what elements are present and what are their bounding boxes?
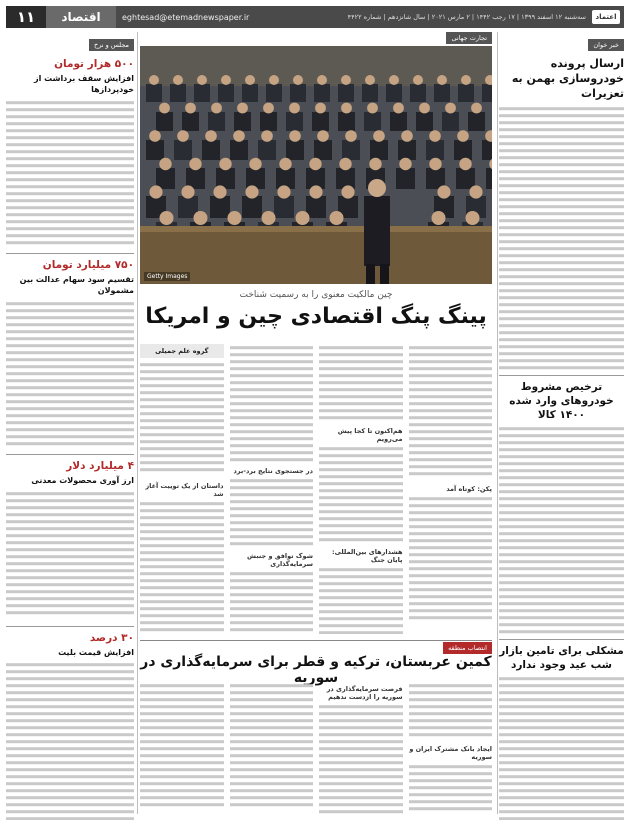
crowd-head bbox=[341, 75, 351, 85]
crowd-head bbox=[197, 75, 207, 85]
crowd-figure bbox=[362, 84, 378, 102]
article-kicker: چین مالکیت معنوی را به رسمیت شناخت bbox=[239, 290, 393, 300]
column-divider bbox=[137, 32, 138, 814]
crowd-head bbox=[233, 130, 245, 142]
article-subhead: فرصت سرمایه‌گذاری در سوریه را ازدست ندهیم bbox=[326, 685, 403, 701]
left-column bbox=[6, 32, 134, 814]
crowd-head bbox=[367, 103, 378, 114]
section-tag: تجارت جهانی bbox=[446, 32, 492, 44]
story-headline: ۷۵۰ میلیارد تومان bbox=[42, 258, 134, 271]
center-column bbox=[140, 32, 492, 814]
story-subheadline: افزایش قیمت بلیت bbox=[58, 647, 134, 657]
story-body bbox=[6, 661, 134, 820]
story-headline: ۴ میلیارد دلار bbox=[66, 459, 134, 472]
crowd-figure bbox=[146, 84, 162, 102]
crowd-head bbox=[341, 103, 352, 114]
crowd-head bbox=[393, 103, 404, 114]
story-headline: ۳۰ درصد bbox=[89, 631, 134, 644]
article-column bbox=[319, 344, 403, 634]
crowd-figure bbox=[442, 112, 459, 131]
crowd-figure bbox=[396, 168, 415, 189]
crowd-head bbox=[249, 158, 261, 170]
page-number: ۱۱ bbox=[6, 6, 46, 28]
crowd-head bbox=[461, 75, 471, 85]
crowd-figure bbox=[314, 140, 332, 160]
crowd-figure bbox=[482, 84, 492, 102]
crowd-head bbox=[177, 130, 189, 142]
crowd-head bbox=[419, 103, 430, 114]
bottom-headline: کمین عربستان، ترکیه و قطر برای سرمایه‌گذاری در سوریه bbox=[140, 654, 492, 686]
crowd-head bbox=[459, 158, 471, 170]
crowd-head bbox=[289, 103, 300, 114]
bottom-article bbox=[140, 640, 492, 814]
crowd-head bbox=[221, 75, 231, 85]
crowd-head bbox=[437, 75, 447, 85]
story-body bbox=[6, 300, 134, 450]
crowd-figure bbox=[338, 112, 355, 131]
crowd-figure bbox=[468, 112, 485, 131]
crowd-figure bbox=[370, 140, 388, 160]
byline: گروه علم جمیلی bbox=[140, 344, 224, 358]
story-headline: ارسال پرونده خودروسازی بهمن به تعزیرات bbox=[511, 57, 624, 100]
story-body bbox=[499, 105, 624, 371]
crowd-figure bbox=[386, 84, 402, 102]
crowd-head bbox=[245, 185, 258, 198]
crowd-head bbox=[279, 158, 291, 170]
article-column bbox=[319, 682, 403, 814]
crowd-figure bbox=[194, 84, 210, 102]
crowd-head bbox=[317, 75, 327, 85]
crowd-figure bbox=[364, 112, 381, 131]
crowd-head bbox=[296, 211, 310, 225]
crowd-head bbox=[219, 158, 231, 170]
column-divider bbox=[497, 32, 498, 814]
crowd-figure bbox=[218, 84, 234, 102]
crowd-figure bbox=[426, 140, 444, 160]
crowd-figure bbox=[336, 168, 355, 189]
right-column bbox=[499, 32, 624, 814]
story-headline: ۵۰۰ هزار تومان bbox=[54, 58, 134, 70]
photo-credit: Getty Images bbox=[144, 272, 190, 281]
article-column bbox=[140, 682, 224, 814]
article-column bbox=[230, 344, 314, 634]
crowd-head bbox=[269, 75, 279, 85]
crowd-head bbox=[429, 130, 441, 142]
crowd-figure bbox=[456, 168, 475, 189]
article-column bbox=[409, 682, 493, 814]
story-body bbox=[6, 490, 134, 622]
crowd-head bbox=[437, 185, 450, 198]
story-subheadline: ارز آوری محصولات معدنی bbox=[31, 475, 134, 485]
section-tag: مجلس و نرخ bbox=[89, 39, 134, 51]
crowd-head bbox=[309, 185, 322, 198]
page-header bbox=[6, 6, 624, 28]
crowd-figure bbox=[314, 84, 330, 102]
crowd-head bbox=[293, 75, 303, 85]
crowd-figure bbox=[482, 140, 492, 160]
section-tag: خبر خوان bbox=[588, 39, 624, 51]
crowd-head bbox=[289, 130, 301, 142]
crowd-head bbox=[445, 103, 456, 114]
crowd-head bbox=[429, 158, 441, 170]
crowd-figure bbox=[416, 112, 433, 131]
section-tag: انتصاب منطقه bbox=[443, 642, 492, 654]
crowd-figure bbox=[342, 140, 360, 160]
crowd-head bbox=[330, 211, 344, 225]
crowd-figure bbox=[410, 84, 426, 102]
story-body bbox=[6, 99, 134, 249]
crowd-figure bbox=[338, 84, 354, 102]
crowd-figure bbox=[266, 84, 282, 102]
crowd-head bbox=[432, 211, 446, 225]
article-subhead: داستان از یک توییت آغاز شد bbox=[145, 482, 224, 498]
crowd-figure bbox=[258, 140, 276, 160]
crowd-head bbox=[401, 130, 413, 142]
crowd-head bbox=[457, 130, 469, 142]
article-column bbox=[409, 344, 493, 634]
article-subhead: پکن: کوتاه آمد bbox=[446, 485, 492, 493]
crowd-head bbox=[194, 211, 208, 225]
story-body bbox=[499, 425, 624, 635]
congress-photo-illustration bbox=[140, 46, 492, 284]
article-subhead: شوک توافق و جنبش سرمایه‌گذاری bbox=[247, 552, 313, 568]
story-body bbox=[499, 675, 624, 820]
crowd-figure bbox=[230, 140, 248, 160]
crowd-figure bbox=[390, 112, 407, 131]
crowd-head bbox=[228, 211, 242, 225]
crowd-head bbox=[245, 75, 255, 85]
crowd-figure bbox=[156, 112, 173, 131]
crowd-head bbox=[149, 185, 162, 198]
crowd-head bbox=[277, 185, 290, 198]
section-email: eghtesad@etemadnewspaper.ir bbox=[122, 12, 250, 22]
article-column bbox=[230, 682, 314, 814]
crowd-head bbox=[365, 75, 375, 85]
article-subhead: هشدارهای بین‌المللی: پایان جنگ bbox=[332, 548, 403, 564]
crowd-figure bbox=[290, 84, 306, 102]
article-body bbox=[140, 344, 492, 634]
crowd-figure bbox=[458, 84, 474, 102]
crowd-figure bbox=[486, 168, 492, 189]
main-headline: پینگ پنگ اقتصادی چین و امریکا bbox=[145, 304, 487, 329]
story-subheadline: افزایش سقف برداشت از خودپردازها bbox=[33, 74, 134, 94]
section-title: اقتصاد bbox=[46, 6, 116, 28]
crowd-figure bbox=[242, 84, 258, 102]
story-headline: مشکلی برای تامین بازار شب عید وجود ندارد bbox=[499, 645, 624, 672]
news-photo bbox=[140, 46, 492, 284]
crowd-head bbox=[389, 75, 399, 85]
crowd-figure bbox=[260, 112, 277, 131]
story-subheadline: تقسیم سود سهام عدالت بین مشمولان bbox=[19, 274, 134, 295]
crowd-head bbox=[159, 158, 171, 170]
crowd-head bbox=[471, 103, 482, 114]
crowd-head bbox=[317, 130, 329, 142]
crowd-head bbox=[149, 75, 159, 85]
crowd-head bbox=[189, 158, 201, 170]
crowd-head bbox=[181, 185, 194, 198]
crowd-head bbox=[205, 130, 217, 142]
crowd-figure bbox=[274, 196, 294, 218]
crowd-head bbox=[160, 211, 174, 225]
article-subhead: ایجاد بانک مشترک ایران و سوریه bbox=[409, 745, 492, 761]
crowd-head bbox=[185, 103, 196, 114]
newspaper-logo: اعتماد bbox=[592, 10, 620, 24]
crowd-head bbox=[339, 158, 351, 170]
article-subhead: هم‌اکنون تا کجا پیش می‌رویم bbox=[337, 427, 403, 443]
crowd-figure bbox=[202, 140, 220, 160]
crowd-figure bbox=[398, 140, 416, 160]
crowd-figure bbox=[242, 196, 262, 218]
crowd-figure bbox=[306, 196, 326, 218]
crowd-figure bbox=[208, 112, 225, 131]
article-subhead: در جستجوی نتایج برد-برد bbox=[233, 467, 313, 475]
crowd-head bbox=[315, 103, 326, 114]
crowd-head bbox=[369, 158, 381, 170]
crowd-head bbox=[413, 75, 423, 85]
crowd-figure bbox=[174, 140, 192, 160]
crowd-figure bbox=[156, 168, 175, 189]
crowd-figure bbox=[170, 84, 186, 102]
crowd-figure bbox=[182, 112, 199, 131]
crowd-head bbox=[159, 103, 170, 114]
crowd-head bbox=[261, 130, 273, 142]
article-column bbox=[140, 344, 224, 634]
crowd-head bbox=[373, 130, 385, 142]
crowd-head bbox=[469, 185, 482, 198]
crowd-figure bbox=[286, 112, 303, 131]
crowd-figure bbox=[286, 140, 304, 160]
crowd-head bbox=[211, 103, 222, 114]
crowd-figure bbox=[454, 140, 472, 160]
crowd-head bbox=[237, 103, 248, 114]
crowd-head bbox=[399, 158, 411, 170]
story-headline: ترخیص مشروط خودروهای وارد شده ۱۴۰۰ کالا bbox=[509, 380, 614, 421]
crowd-head bbox=[341, 185, 354, 198]
date-line: سه‌شنبه ۱۲ اسفند ۱۳۹۹ | ۱۷ رجب ۱۴۴۲ | ۲ مارس ۲۰۲۱ | سال شانزدهم | شماره ۴۴۲۲ bbox=[347, 13, 586, 21]
crowd-figure bbox=[210, 196, 230, 218]
crowd-head bbox=[213, 185, 226, 198]
crowd-figure bbox=[146, 140, 164, 160]
crowd-figure bbox=[234, 112, 251, 131]
crowd-figure bbox=[246, 168, 265, 189]
crowd-head bbox=[262, 211, 276, 225]
crowd-head bbox=[466, 211, 480, 225]
crowd-head bbox=[309, 158, 321, 170]
crowd-head bbox=[345, 130, 357, 142]
crowd-figure bbox=[312, 112, 329, 131]
crowd-head bbox=[149, 130, 161, 142]
crowd-head bbox=[263, 103, 274, 114]
crowd-head bbox=[173, 75, 183, 85]
crowd-figure bbox=[434, 84, 450, 102]
